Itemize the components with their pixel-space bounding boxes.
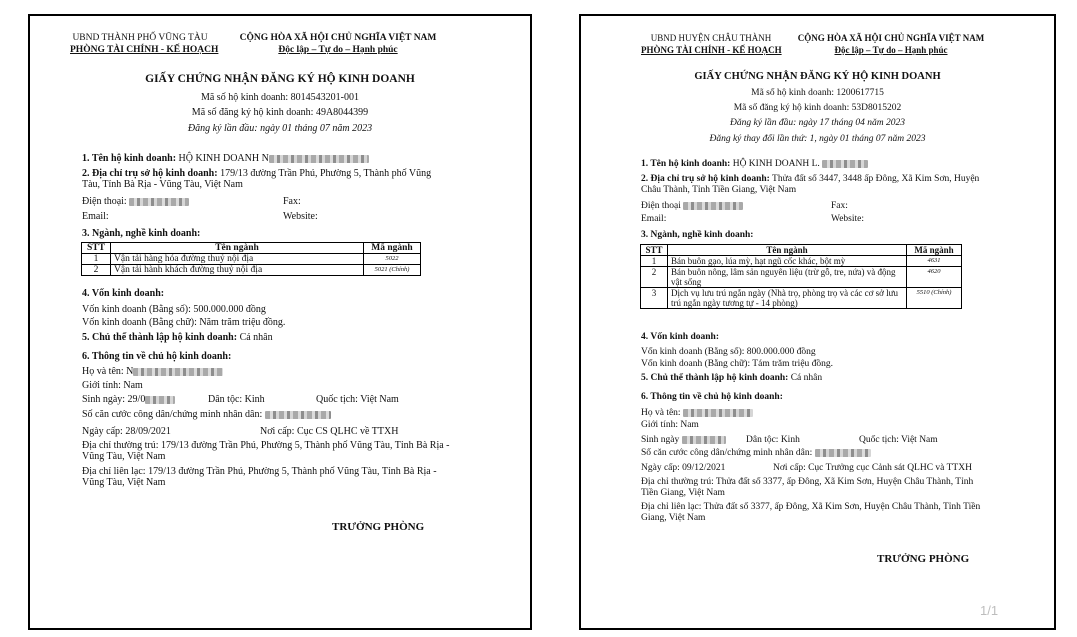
table-row xyxy=(641,288,962,309)
permanent-address: Địa chỉ thường trú: Thửa đất số 3377, ấp Đông, Xã Kim Sơn, Huyện Châu Thành, Tỉnh Tiền Giang, Việt Nam xyxy=(641,477,974,498)
id-issue-date: Ngày cấp: 28/09/2021 xyxy=(82,426,171,437)
row-ten: Vận tải hành khách đường thuỷ nội địa xyxy=(111,265,364,276)
section-5-label: 5. Chủ thể thành lập hộ kinh doanh: xyxy=(641,373,789,383)
fax-label: Fax: xyxy=(831,201,848,211)
capital-number: Vốn kinh doanh (Bằng số): 500.000.000 đồng xyxy=(82,304,266,315)
owner-birthdate: Sinh ngày xyxy=(641,435,680,445)
redacted-block xyxy=(682,436,726,444)
issuer-line-1: UBND HUYỆN CHÂU THÀNH xyxy=(650,33,772,43)
business-name: HỘ KINH DOANH N xyxy=(178,153,269,164)
signature-title: TRƯỞNG PHÒNG xyxy=(332,521,425,533)
col-ten-nganh: Tên ngành xyxy=(668,245,907,256)
issuer-line-2: PHÒNG TÀI CHÍNH - KẾ HOẠCH xyxy=(641,45,782,55)
row-ten: Bán buôn gạo, lúa mỳ, hạt ngũ cốc khác, bột mỳ xyxy=(668,256,907,267)
owner-name-line xyxy=(82,366,223,377)
col-stt: STT xyxy=(82,243,111,254)
section-4-label: 4. Vốn kinh doanh: xyxy=(82,288,165,299)
owner-nationality: Quốc tịch: Việt Nam xyxy=(316,394,399,405)
table-row xyxy=(82,254,421,265)
document-title: GIẤY CHỨNG NHẬN ĐĂNG KÝ HỘ KINH DOANH xyxy=(145,73,415,85)
redacted-block xyxy=(822,160,868,168)
business-address: Thửa đất số 3447, 3448 ấp Đông, Xã Kim Sơn, Huyện Châu Thành, Tỉnh Tiền Giang, Việt Nam xyxy=(641,174,980,195)
row-ten: Bán buôn nông, lâm sản nguyên liệu (trừ gỗ, tre, nứa) và động vật sống xyxy=(668,267,907,288)
website-label: Website: xyxy=(831,214,865,224)
row-ma: 5510 (Chính) xyxy=(907,288,962,309)
business-code: Mã số hộ kinh doanh: 1200617715 xyxy=(751,88,884,98)
table-row xyxy=(641,256,962,267)
issuer-line-1: UBND THÀNH PHỐ VŨNG TÀU xyxy=(72,33,208,43)
row-stt: 2 xyxy=(82,265,111,276)
website-label: Website: xyxy=(283,211,318,222)
row-stt: 1 xyxy=(641,256,668,267)
address-line xyxy=(641,174,981,196)
national-header xyxy=(218,32,458,56)
owner-birthdate-line xyxy=(82,394,175,405)
section-4-label: 4. Vốn kinh doanh: xyxy=(641,332,719,342)
redacted-block xyxy=(683,409,753,417)
id-issue-place: Nơi cấp: Cục CS QLHC về TTXH xyxy=(260,426,399,437)
col-stt: STT xyxy=(641,245,668,256)
phone-line xyxy=(641,201,743,212)
owner-ethnicity: Dân tộc: Kinh xyxy=(208,394,265,405)
section-2-label: 2. Địa chỉ trụ sở hộ kinh doanh: xyxy=(82,168,218,179)
id-issue-date: Ngày cấp: 09/12/2021 xyxy=(641,463,726,473)
business-address: 179/13 đường Trần Phú, Phường 5, Thành phố Vũng Tàu, Tỉnh Bà Rịa - Vũng Tàu, Việt Nam xyxy=(82,168,432,190)
business-lines-table xyxy=(81,242,421,276)
business-name-line xyxy=(641,159,868,170)
col-ma-nganh: Mã ngành xyxy=(364,243,421,254)
section-1-label: 1. Tên hộ kinh doanh: xyxy=(641,159,731,169)
section-6-label: 6. Thông tin về chủ hộ kinh doanh: xyxy=(641,392,783,402)
signature-title: TRƯỞNG PHÒNG xyxy=(877,553,970,565)
redacted-block xyxy=(133,368,223,376)
section-1-label: 1. Tên hộ kinh doanh: xyxy=(82,153,177,164)
row-stt: 1 xyxy=(82,254,111,265)
registration-date: Đăng ký lần đầu: ngày 17 tháng 04 năm 2023 xyxy=(730,118,905,128)
row-ma: 4631 xyxy=(907,256,962,267)
founder-type: Cá nhân xyxy=(239,332,273,343)
founder-type-line xyxy=(82,332,273,343)
table-header-row xyxy=(641,245,962,256)
col-ma-nganh: Mã ngành xyxy=(907,245,962,256)
business-lines-table xyxy=(640,244,962,309)
email-label: Email: xyxy=(641,214,667,224)
contact-address: Địa chỉ liên lạc: 179/13 đường Trần Phú, Phường 5, Thành phố Vũng Tàu, Tỉnh Bà Rịa - Vũng Tàu, Việt Nam xyxy=(82,466,437,488)
section-3-label: 3. Ngành, nghề kinh doanh: xyxy=(641,230,754,240)
capital-words: Vốn kinh doanh (Bằng chữ): Tám trăm triệu đồng. xyxy=(641,359,834,369)
row-ma: 4620 xyxy=(907,267,962,288)
issuer-header xyxy=(70,32,219,56)
section-6-label: 6. Thông tin về chủ hộ kinh doanh: xyxy=(82,351,232,362)
redacted-block xyxy=(683,202,743,210)
table-header-row xyxy=(82,243,421,254)
founder-type: Cá nhân xyxy=(790,373,823,383)
document-title: GIẤY CHỨNG NHẬN ĐĂNG KÝ HỘ KINH DOANH xyxy=(694,71,941,82)
owner-id-label: Số căn cước công dân/chứng minh nhân dân: xyxy=(641,448,813,458)
section-2-label: 2. Địa chỉ trụ sở hộ kinh doanh: xyxy=(641,174,770,184)
business-name-line xyxy=(82,153,369,164)
owner-gender: Giới tính: Nam xyxy=(82,380,143,391)
owner-gender: Giới tính: Nam xyxy=(641,420,699,430)
founder-type-line xyxy=(641,373,822,384)
owner-id-label: Số căn cước công dân/chứng minh nhân dân: xyxy=(82,409,263,420)
section-5-label: 5. Chủ thể thành lập hộ kinh doanh: xyxy=(82,332,238,343)
phone-label: Điện thoại: xyxy=(82,196,127,207)
business-code: Mã số hộ kinh doanh: 8014543201-001 xyxy=(200,92,360,103)
national-motto-2: Độc lập – Tự do – Hạnh phúc xyxy=(278,45,398,55)
row-stt: 3 xyxy=(641,288,668,309)
registration-code: Mã số đăng ký hộ kinh doanh: 49A8044399 xyxy=(191,107,369,118)
page-indicator: 1/1 xyxy=(980,603,999,618)
redacted-block xyxy=(129,198,189,206)
owner-name: Họ và tên: N xyxy=(82,366,134,377)
owner-name: Họ và tên: xyxy=(641,408,681,418)
phone-label: Điện thoại xyxy=(641,201,681,211)
fax-label: Fax: xyxy=(283,196,301,207)
redacted-block xyxy=(265,411,331,419)
amendment-date: Đăng ký thay đổi lần thứ: 1, ngày 01 tháng 07 năm 2023 xyxy=(709,134,926,144)
national-motto-2: Độc lập – Tự do – Hạnh phúc xyxy=(834,45,948,55)
row-stt: 2 xyxy=(641,267,668,288)
table-row xyxy=(82,265,421,276)
issuer-line-2: PHÒNG TÀI CHÍNH - KẾ HOẠCH xyxy=(70,45,219,55)
national-motto-1: CỘNG HÒA XÃ HỘI CHỦ NGHĨA VIỆT NAM xyxy=(239,33,437,43)
section-3-label: 3. Ngành, nghề kinh doanh: xyxy=(82,228,201,239)
row-ma: 5021 (Chính) xyxy=(364,265,421,276)
document-page-1 xyxy=(28,14,532,630)
phone-line xyxy=(82,196,189,207)
email-label: Email: xyxy=(82,211,109,222)
permanent-address: Địa chỉ thường trú: 179/13 đường Trần Phú, Phường 5, Thành phố Vũng Tàu, Tỉnh Bà Rịa - Vũng Tàu, Việt Nam xyxy=(82,440,450,462)
redacted-block xyxy=(815,449,871,457)
national-motto-1: CỘNG HÒA XÃ HỘI CHỦ NGHĨA VIỆT NAM xyxy=(797,33,985,43)
business-name: HỘ KINH DOANH L. xyxy=(732,159,820,169)
owner-nationality: Quốc tịch: Việt Nam xyxy=(859,435,938,445)
capital-words: Vốn kinh doanh (Bằng chữ): Năm trăm triệu đồng. xyxy=(82,317,286,328)
registration-code: Mã số đăng ký hộ kinh doanh: 53D8015202 xyxy=(733,103,902,113)
redacted-block xyxy=(145,396,175,404)
id-issue-place: Nơi cấp: Cục Trưởng cục Cảnh sát QLHC và TTXH xyxy=(773,463,972,473)
row-ma: 5022 xyxy=(364,254,421,265)
national-header xyxy=(781,32,1001,56)
owner-birthdate-line xyxy=(641,435,726,446)
owner-id-line xyxy=(641,448,871,459)
address-line xyxy=(82,168,434,190)
issuer-header xyxy=(641,32,781,56)
col-ten-nganh: Tên ngành xyxy=(111,243,364,254)
redacted-block xyxy=(269,155,369,163)
owner-id-line xyxy=(82,409,331,420)
document-page-2 xyxy=(579,14,1056,630)
owner-birthdate: Sinh ngày: 29/0 xyxy=(82,394,146,405)
row-ten: Vận tải hàng hóa đường thuỷ nội địa xyxy=(111,254,364,265)
contact-address: Địa chỉ liên lạc: Thửa đất số 3377, ấp Đông, Xã Kim Sơn, Huyện Châu Thành, Tỉnh Tiền Giang, Việt Nam xyxy=(641,502,981,523)
capital-number: Vốn kinh doanh (Bằng số): 800.000.000 đồng xyxy=(641,347,816,357)
owner-ethnicity: Dân tộc: Kinh xyxy=(746,435,800,445)
row-ten: Dịch vụ lưu trú ngắn ngày (Nhà trọ, phòng trọ và các cơ sở lưu trú ngắn ngày tương tự - 14 phòng) xyxy=(668,288,907,309)
table-row xyxy=(641,267,962,288)
owner-name-line xyxy=(641,408,753,419)
registration-date: Đăng ký lần đầu: ngày 01 tháng 07 năm 2023 xyxy=(187,123,373,134)
